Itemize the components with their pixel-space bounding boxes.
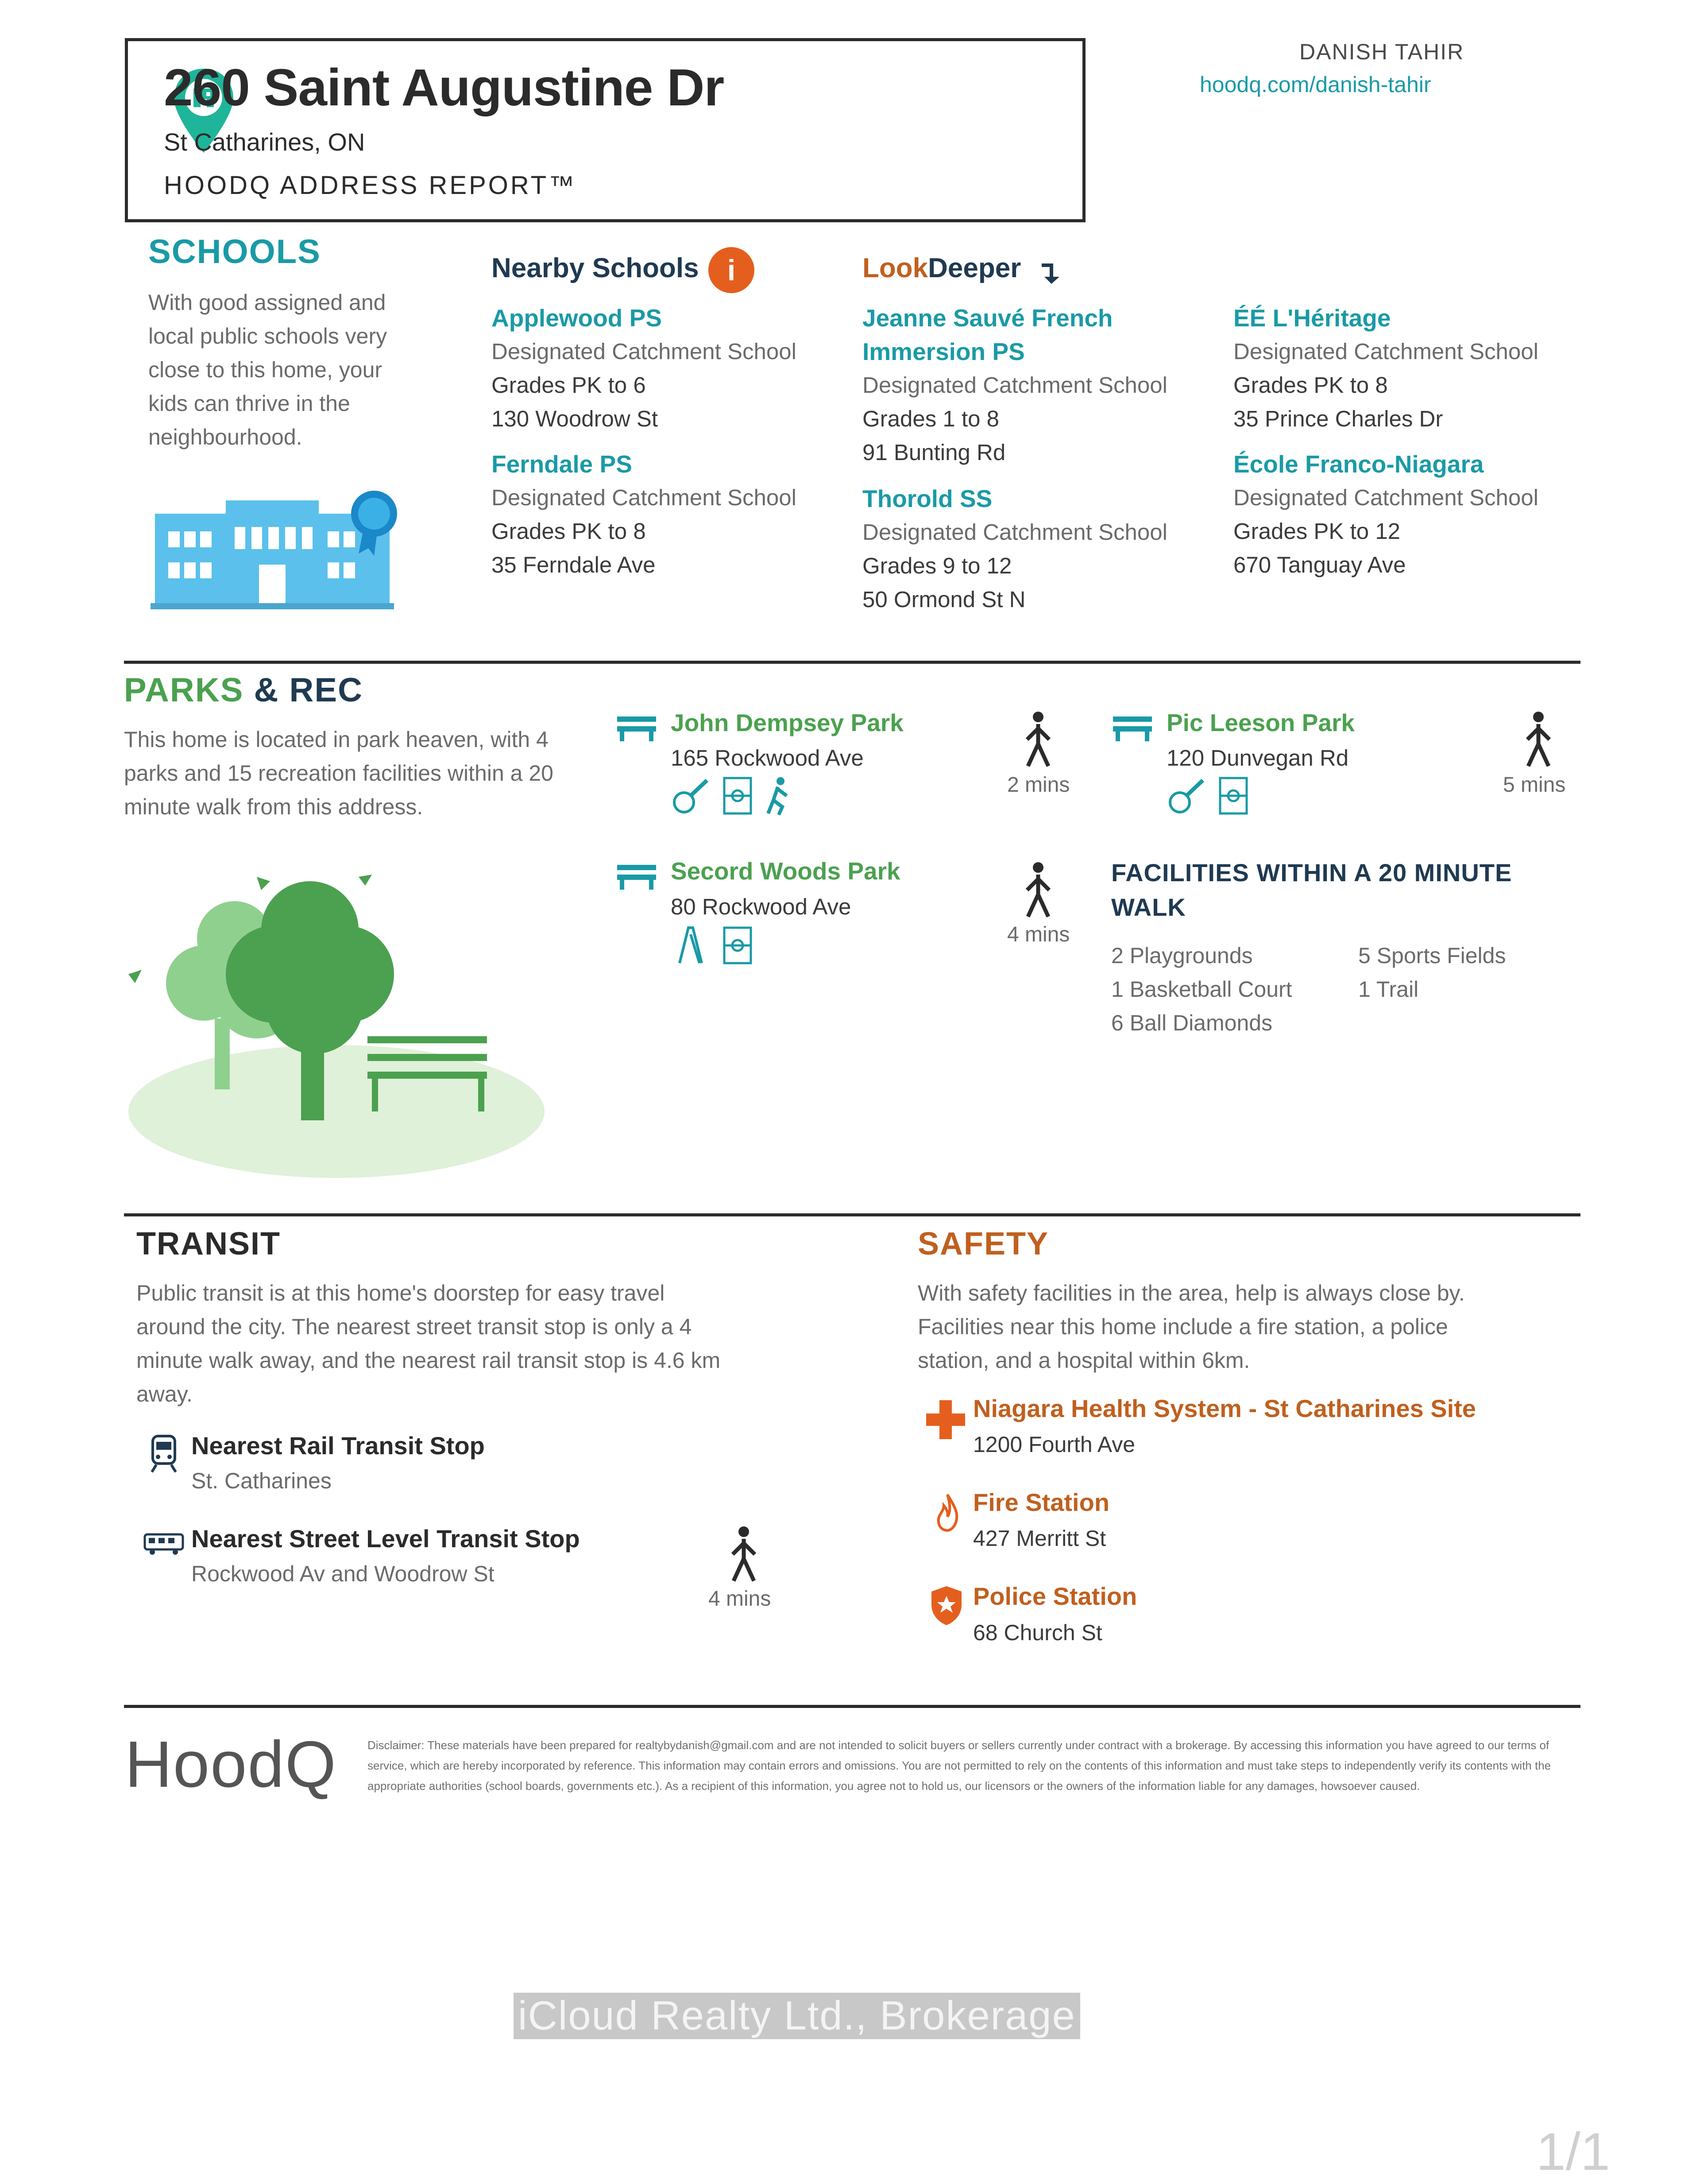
street-transit-value: Rockwood Av and Woodrow St <box>191 1561 495 1586</box>
school-thorold[interactable]: Thorold SS Designated Catchment School Grades 9 to 12 50 Ormond St N <box>862 485 1167 612</box>
sports-field-icon <box>722 776 753 816</box>
park-name[interactable]: Secord Woods Park <box>671 857 900 885</box>
flame-icon <box>934 1492 961 1532</box>
facilities-list-col1: 2 Playgrounds 1 Basketball Court 6 Ball Diamonds <box>1111 943 1292 1035</box>
section-divider <box>124 1213 1580 1216</box>
page-number: 1/1 <box>1536 2122 1610 2181</box>
park-bench-icon <box>615 861 658 892</box>
walking-person-icon <box>1518 711 1558 768</box>
police-station-address: 68 Church St <box>973 1620 1102 1645</box>
school-ferndale[interactable]: Ferndale PS Designated Catchment School Grades PK to 8 35 Ferndale Ave <box>491 450 796 577</box>
facilities-heading: FACILITIES WITHIN A 20 MINUTE WALK <box>1111 859 1512 921</box>
school-jeanne-sauve[interactable]: Jeanne Sauvé French Immersion PS Designated Catchment School Grades 1 to 8 91 Bunting Rd <box>862 304 1167 465</box>
school-franco-niagara[interactable]: École Franco-Niagara Designated Catchment School Grades PK to 12 670 Tanguay Ave <box>1233 450 1538 577</box>
park-facility-icons <box>671 776 791 816</box>
police-station-label: Police Station <box>973 1582 1137 1610</box>
rail-transit-label: Nearest Rail Transit Stop <box>191 1432 485 1460</box>
transit-description: Public transit is at this home's doorstep for easy travel around the city. The nearest street transit stop is only a 4 minute walk away, and the nearest rail transit stop is 4.6 km away. <box>136 1281 721 1406</box>
facilities-list-col2: 5 Sports Fields 1 Trail <box>1358 943 1506 1002</box>
sports-field-icon <box>722 925 753 965</box>
hospital-address: 1200 Fourth Ave <box>973 1432 1136 1457</box>
schools-description: With good assigned and local public schools very close to this home, your kids can thrive in the neighbourhood. <box>148 290 387 449</box>
walking-person-icon <box>1018 861 1058 919</box>
property-address: 260 Saint Augustine Dr <box>164 58 724 117</box>
street-transit-label: Nearest Street Level Transit Stop <box>191 1525 580 1553</box>
hoodq-logo: HoodQ <box>125 1728 337 1801</box>
property-city: St Catharines, ON <box>164 128 365 156</box>
park-address: 120 Dunvegan Rd <box>1167 745 1349 771</box>
safety-title: SAFETY <box>918 1226 1049 1262</box>
park-address: 165 Rockwood Ave <box>671 745 864 771</box>
hospital-cross-icon <box>924 1398 967 1441</box>
streetcar-icon <box>143 1530 185 1557</box>
agent-name: DANISH TAHIR <box>1299 39 1464 64</box>
ball-diamond-icon <box>1167 776 1206 816</box>
fire-station-label: Fire Station <box>973 1488 1110 1516</box>
safety-description: With safety facilities in the area, help is always close by. Facilities near this home include a fire station, a police station, and a hospital within 6km. <box>918 1281 1465 1373</box>
parks-title: PARKS & REC <box>124 671 363 709</box>
lookdeeper-link[interactable]: LookDeeper <box>862 253 1021 283</box>
agent-link[interactable]: hoodq.com/danish-tahir <box>1200 72 1431 97</box>
walk-time: 4 mins <box>1007 923 1070 946</box>
nearby-schools-heading: Nearby Schools <box>491 253 699 283</box>
park-name[interactable]: John Dempsey Park <box>671 709 904 736</box>
transit-title: TRANSIT <box>136 1226 281 1262</box>
train-icon <box>148 1434 179 1474</box>
sports-field-icon <box>1218 776 1249 816</box>
schools-title: SCHOOLS <box>148 233 321 271</box>
walking-person-icon <box>724 1526 764 1583</box>
walk-time: 2 mins <box>1007 773 1070 797</box>
police-badge-icon <box>929 1584 964 1627</box>
park-illustration <box>124 850 567 1187</box>
school-building-illustration <box>151 487 407 620</box>
park-bench-icon <box>1111 713 1154 744</box>
rail-transit-value: St. Catharines <box>191 1468 332 1493</box>
parks-description: This home is located in park heaven, with 4 parks and 15 recreation facilities within a 20 minute walk from this address. <box>124 727 553 819</box>
park-facility-icons <box>675 925 753 965</box>
walk-time: 5 mins <box>1503 773 1566 797</box>
fire-station-address: 427 Merritt St <box>973 1526 1106 1551</box>
section-divider <box>124 1705 1580 1708</box>
disclaimer-text: Disclaimer: These materials have been prepared for realtybydanish@gmail.com and are not intended to solicit buyers or sellers currently under contract with a brokerage. By accessing this information you have agreed to our terms of service, which are hereby incorporated by reference. This information may contain errors and omissions. You are not permitted to rely on the contents of this information and must take steps to independently verify its contents with the appropriate authorities (school boards, governments etc.). As a recipient of this information, you agree not to hold us, our licensors or the owners of the information liable for any damages, howsoever caused. <box>367 1739 1551 1793</box>
trail-runner-icon <box>765 776 791 816</box>
school-lheritage[interactable]: ÉÉ L'Héritage Designated Catchment School Grades PK to 8 35 Prince Charles Dr <box>1233 304 1538 431</box>
info-icon[interactable]: i <box>708 247 754 293</box>
park-address: 80 Rockwood Ave <box>671 894 851 919</box>
school-applewood[interactable]: Applewood PS Designated Catchment School Grades PK to 6 130 Woodrow St <box>491 304 796 431</box>
walk-time: 4 mins <box>708 1587 771 1611</box>
hospital-label: Niagara Health System - St Catharines Site <box>973 1394 1476 1422</box>
report-label: HOODQ ADDRESS REPORT™ <box>164 171 577 200</box>
park-name[interactable]: Pic Leeson Park <box>1167 709 1355 736</box>
park-bench-icon <box>615 713 658 744</box>
brokerage-watermark: iCloud Realty Ltd., Brokerage <box>514 1993 1080 2039</box>
section-divider <box>124 661 1580 664</box>
arrow-down-right-icon <box>1038 259 1065 286</box>
park-facility-icons <box>1167 776 1249 816</box>
ball-diamond-icon <box>671 776 711 816</box>
playground-slide-icon <box>675 925 706 965</box>
walking-person-icon <box>1018 711 1058 768</box>
